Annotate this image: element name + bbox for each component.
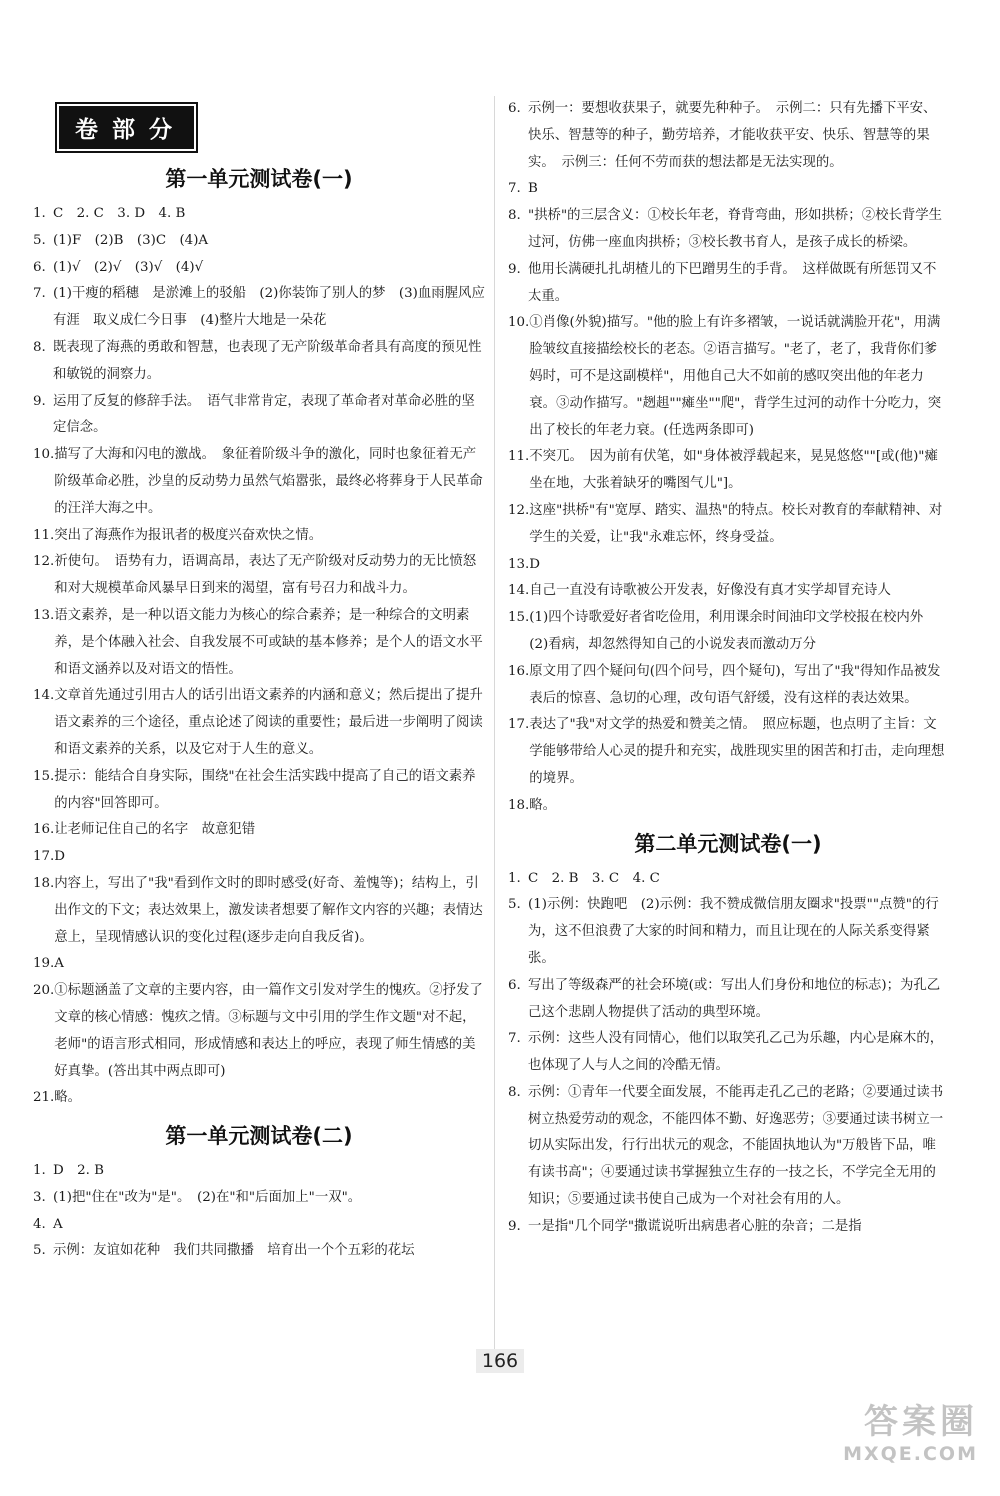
- answer-number: 10.: [33, 447, 55, 463]
- answer-item: [33, 817, 485, 844]
- right-column: [508, 96, 948, 1241]
- answer-number: 7.: [508, 1031, 521, 1047]
- answer-item: [33, 1085, 485, 1112]
- answer-item: [33, 281, 485, 335]
- answer-text: C 2. C 3. D 4. B: [53, 206, 186, 221]
- answer-text: C 2. B 3. C 4. C: [528, 870, 660, 886]
- answer-number: 18.: [33, 875, 55, 891]
- answer-item: [33, 201, 485, 228]
- answer-number: 8.: [33, 339, 46, 355]
- answer-item: [33, 951, 485, 978]
- answer-text: 描写了大海和闪电的激战。 象征着阶级斗争的激化，同时也象征着无产阶级革命必胜，沙皇的反动势力虽然气焰嚣张，最终必将葬身于人民革命的汪洋大海之中。: [54, 447, 483, 516]
- answer-item: [33, 844, 485, 871]
- answer-text: 文章首先通过引用古人的话引出语文素养的内涵和意义；然后提出了提升语文素养的三个途径，重点论述了阅读的重要性；最后进一步阐明了阅读和语文素养的关系，以及它对于人生的意义。: [54, 688, 483, 757]
- answer-item: [508, 605, 948, 659]
- answer-number: 11.: [508, 449, 530, 465]
- page-number: [440, 1350, 560, 1372]
- answer-text: (1)四个诗歌爱好者省吃俭用，利用课余时间油印文学校报在校内外 (2)看病，却忽然得知自己的小说发表而激动万分: [529, 610, 937, 652]
- answer-number: 11.: [33, 527, 55, 543]
- answer-number: 4.: [33, 1216, 46, 1232]
- answer-item: [508, 203, 948, 257]
- answer-text: 示例：这些人没有同情心，他们以取笑孔乙己为乐趣，内心是麻木的，也体现了人与人之间的冷酷无情。: [528, 1031, 944, 1074]
- answer-number: 8.: [508, 1084, 521, 1100]
- answer-number: 9.: [508, 261, 521, 277]
- answer-text: ①标题涵盖了文章的主要内容，由一篇作文引发对学生的愧疚。②抒发了文章的核心情感：愧疚之情。③标题与文中引用的学生作文题"对不起，老师"的语言形式相同，形成情感和表达上的呼应，表现了师生情感的美好真挚。(答出其中两点即可): [54, 983, 483, 1079]
- answer-number: 16.: [33, 822, 55, 838]
- answer-text: 不突兀。 因为前有伏笔，如"身体被浮载起来，晃晃悠悠""[或(他)"瘫坐在地，大张着缺牙的嘴图气儿"]。: [529, 449, 938, 492]
- answer-item: [33, 978, 485, 1085]
- answer-number: 14.: [33, 688, 55, 704]
- section-title: 第一单元测试卷(二): [165, 1124, 353, 1149]
- answer-text: 他用长满硬扎扎胡楂儿的下巴蹭男生的手背。 这样做既有所惩罚又不太重。: [528, 261, 937, 304]
- answer-item: [508, 96, 948, 176]
- answer-number: 7.: [33, 286, 46, 302]
- answer-number: 17.: [33, 849, 55, 865]
- answer-number: 18.: [508, 797, 530, 813]
- answer-text: 示例一：要想收获果子，就要先种种子。 示例二：只有先播下平安、快乐、智慧等的种子，勤劳培养，才能收获平安、快乐、智慧等的果实。 示例三：任何不劳而获的想法都是无法实现的。: [528, 101, 937, 170]
- answer-text: (1)√ (2)√ (3)√ (4)√: [53, 259, 204, 275]
- answer-text: 祈使句。 语势有力，语调高昂，表达了无产阶级对反动势力的无比愤怒和对大规模革命风暴早日到来的渴望，富有号召力和战斗力。: [54, 554, 477, 597]
- answer-text: (1)F (2)B (3)C (4)A: [53, 232, 209, 248]
- answer-number: 5.: [508, 897, 521, 913]
- answer-number: 9.: [33, 393, 46, 409]
- answer-text: (1)把"住在"改为"是"。 (2)在"和"后面加上"一双"。: [53, 1189, 362, 1205]
- answer-text: 让老师记住自己的名字 故意犯错: [54, 822, 256, 838]
- answer-item: [33, 1238, 485, 1265]
- answer-item: [508, 1214, 948, 1241]
- answer-text: 示例：①青年一代要全面发展，不能再走孔乙己的老路；②要通过读书树立热爱劳动的观念，不能四体不勤、好逸恶劳；③要通过读书树立一切从实际出发，行行出状元的观念，不能固执地认为"万般皆下品，唯有读书高"；④要通过读书掌握独立生存的一技之长，不学完全无用的知识；⑤要通过读书使自己成为一个对社会有用的人。: [528, 1084, 944, 1208]
- answer-item: [33, 1185, 485, 1212]
- answer-number: 7.: [508, 181, 521, 197]
- answer-item: [33, 549, 485, 603]
- answer-item: [508, 257, 948, 311]
- answer-text: 运用了反复的修辞手法。 语气非常肯定，表现了革命者对革命必胜的坚定信念。: [53, 393, 475, 436]
- answer-text: (1)示例：快跑吧 (2)示例：我不赞成微信朋友圈求"投票""点赞"的行为，这不但浪费了大家的时间和精力，而且让现在的人际关系变得紧张。: [528, 897, 939, 966]
- column-divider: [494, 96, 495, 1364]
- answer-text: A: [53, 1216, 63, 1232]
- page-number-text: 166: [476, 1349, 524, 1373]
- answer-number: 5.: [33, 1243, 46, 1259]
- answer-text: 略。: [529, 797, 557, 813]
- answer-item: [508, 712, 948, 792]
- answer-text: 原文用了四个疑问句(四个问号，四个疑句)，写出了"我"得知作品被发表后的惊喜、急切的心理，改句语气舒缓，没有这样的表达效果。: [529, 663, 941, 706]
- answer-item: [33, 764, 485, 818]
- answer-item: [508, 866, 948, 893]
- answer-item: [508, 578, 948, 605]
- section-tag: 卷部分: [59, 106, 194, 149]
- answer-number: 5.: [33, 232, 46, 248]
- answer-number: 20.: [33, 983, 55, 999]
- answer-text: 既表现了海燕的勇敢和智慧，也表现了无产阶级革命者具有高度的预见性和敏锐的洞察力。: [53, 339, 482, 382]
- answer-number: 6.: [33, 259, 46, 275]
- answer-text: D 2. B: [53, 1163, 104, 1179]
- answer-text: 这座"拱桥"有"宽厚、踏实、温热"的特点。校长对教育的奉献精神、对学生的关爱，让"我"永难忘怀，终身受益。: [529, 502, 943, 545]
- answer-text: D: [54, 849, 66, 865]
- answer-text: 突出了海燕作为报讯者的极度兴奋欢快之情。: [54, 527, 323, 543]
- answer-number: 6.: [508, 101, 521, 116]
- answer-number: 3.: [33, 1189, 46, 1205]
- left-column: [33, 96, 485, 1265]
- answer-item: [33, 442, 485, 522]
- answer-number: 14.: [508, 583, 530, 599]
- answer-number: 21.: [33, 1090, 55, 1106]
- answer-text: 内容上，写出了"我"看到作文时的即时感受(好奇、羞愧等)；结构上，引出作文的下文；表达效果上，激发读者想要了解作文内容的兴趣；表情达意上，呈现情感认识的变化过程(逐步走向自我反省)。: [54, 875, 483, 945]
- answer-text: 示例：友谊如花种 我们共同撒播 培育出一个个五彩的花坛: [53, 1243, 415, 1259]
- answer-item: [508, 310, 948, 444]
- section-title: 第二单元测试卷(一): [634, 831, 822, 856]
- answer-number: 13.: [508, 556, 530, 572]
- answer-item: [33, 523, 485, 550]
- answer-number: 6.: [508, 977, 521, 993]
- answer-item: [508, 176, 948, 203]
- answer-text: 写出了等级森严的社会环境(或：写出人们身份和地位的标志)；为孔乙己这个悲剧人物提供了活动的典型环境。: [528, 977, 941, 1020]
- answer-item: [33, 389, 485, 443]
- answer-item: [33, 603, 485, 683]
- answer-item: [508, 892, 948, 972]
- answer-text: (1)干瘦的稻穗 是淤滩上的驳船 (2)你装饰了别人的梦 (3)血雨腥风应有涯 取义成仁今日事 (4)整片大地是一朵花: [53, 286, 485, 329]
- answer-item: [508, 1080, 948, 1214]
- answer-text: 略。: [54, 1090, 82, 1106]
- answer-text: 自己一直没有诗歌被公开发表，好像没有真才实学却冒充诗人: [529, 583, 891, 599]
- answer-number: 12.: [33, 554, 55, 570]
- answer-item: [33, 228, 485, 255]
- answer-number: 17.: [508, 717, 530, 733]
- answer-item: [508, 973, 948, 1027]
- answer-item: [33, 683, 485, 763]
- answer-item: [33, 255, 485, 282]
- answer-text: A: [54, 956, 64, 972]
- answer-item: [508, 659, 948, 713]
- answer-text: D: [529, 556, 541, 572]
- answer-text: "拱桥"的三层含义：①校长年老，脊背弯曲，形如拱桥；②校长背学生过河，仿佛一座血肉拱桥；③校长教书育人，是孩子成长的桥梁。: [528, 208, 943, 250]
- answer-item: [508, 498, 948, 552]
- answer-item: [508, 552, 948, 579]
- answer-text: 一是指"几个同学"撒谎说听出病患者心脏的杂音；二是指: [528, 1218, 862, 1234]
- answer-item: [33, 1158, 485, 1185]
- answer-number: 9.: [508, 1218, 521, 1234]
- section-title: 第一单元测试卷(一): [165, 167, 353, 191]
- answer-number: 12.: [508, 502, 530, 518]
- answer-item: [33, 1212, 485, 1239]
- answer-number: 13.: [33, 607, 55, 623]
- answer-item: [508, 444, 948, 498]
- answer-number: 15.: [508, 610, 530, 626]
- answer-text: 提示：能结合自身实际，围绕"在社会生活实践中提高了自己的语文素养的内容"回答即可。: [54, 768, 476, 811]
- answer-number: 16.: [508, 663, 530, 679]
- answer-text: 表达了"我"对文学的热爱和赞美之情。 照应标题，也点明了主旨：文学能够带给人心灵的提升和充实，战胜现实里的困苦和打击，走向理想的境界。: [529, 717, 945, 786]
- answer-item: [508, 793, 948, 820]
- watermark-line2: MXQE.COM: [843, 1443, 978, 1465]
- answer-text: 语文素养，是一种以语文能力为核心的综合素养；是一种综合的文明素养，是个体融入社会、自我发展不可或缺的基本修养；是个人的语文水平和语文涵养以及对语文的悟性。: [54, 607, 483, 677]
- answer-item: [33, 871, 485, 951]
- answer-number: 19.: [33, 956, 55, 972]
- watermark-logo: [788, 1394, 978, 1470]
- answer-number: 15.: [33, 768, 55, 784]
- answer-text: B: [528, 181, 538, 197]
- answer-item: [33, 335, 485, 389]
- answer-number: 1.: [33, 206, 46, 221]
- watermark-line1: 答案圈: [864, 1402, 978, 1442]
- answer-number: 1.: [508, 870, 521, 886]
- answer-text: ①肖像(外貌)描写。"他的脸上有许多褶皱，一说话就满脸开花"，用满脸皱纹直接描绘校长的老态。②语言描写。"老了，老了，我背你们爹妈时，可不是这副模样"，用他自己大不如前的感叹突出他的年老力衰。③动作描写。"趔趄""瘫坐""爬"，背学生过河的动作十分吃力，突出了校长的年老力衰。(任选两条即可): [529, 315, 942, 438]
- answer-number: 8.: [508, 208, 521, 224]
- answer-item: [508, 1026, 948, 1080]
- answer-number: 10.: [508, 315, 530, 331]
- answer-number: 1.: [33, 1163, 46, 1179]
